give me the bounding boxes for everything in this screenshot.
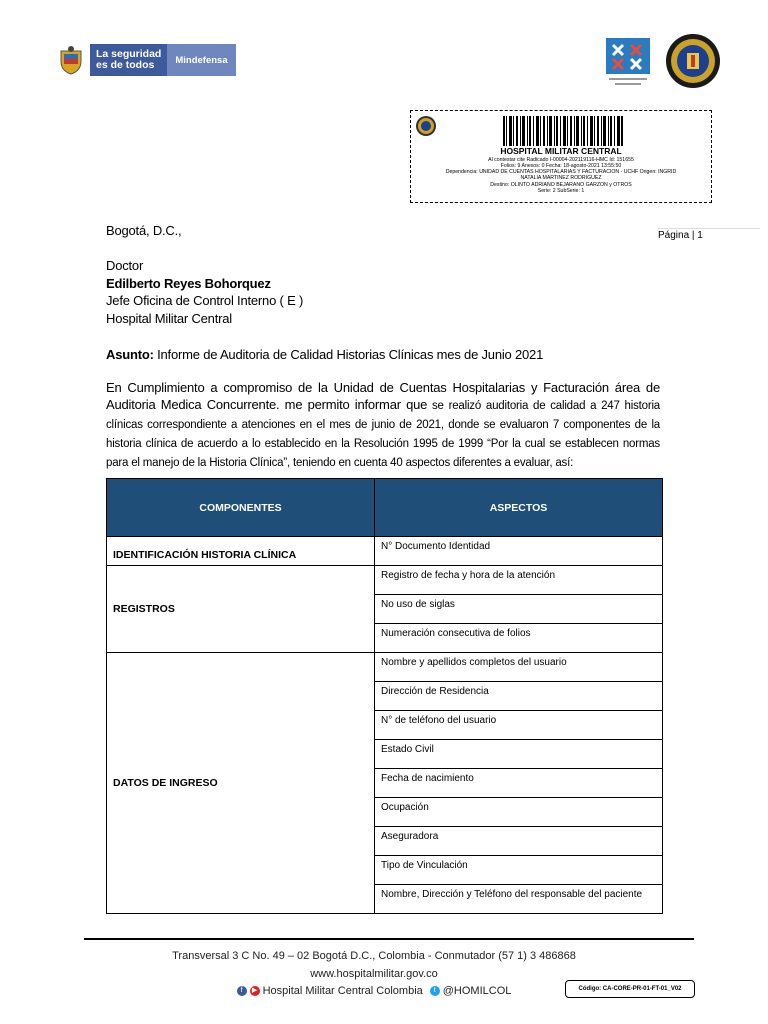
component-cell: DATOS DE INGRESO: [107, 653, 375, 914]
stamp-line: Dependencia: UNIDAD DE CUENTAS HOSPITALARIAS Y FACTURACION - UCHF Origen: INGRID: [445, 169, 677, 175]
hmc-seal-small-icon: [415, 115, 437, 137]
aspect-cell: Nombre y apellidos completos del usuario: [375, 653, 663, 682]
salutation: Doctor: [106, 258, 144, 273]
uhcf-logo-icon: [605, 37, 651, 89]
recipient-role: Jefe Oficina de Control Interno ( E ): [106, 293, 304, 308]
aspect-cell: Aseguradora: [375, 827, 663, 856]
table-row: [107, 566, 663, 595]
subject-text: Informe de Auditoria de Calidad Historias Clínicas mes de Junio 2021: [153, 347, 544, 362]
header-aspectos: ASPECTOS: [375, 479, 663, 537]
aspect-cell: N° de teléfono del usuario: [375, 711, 663, 740]
stamp-line: Al contestar cite Radicado I-00004-202119116-HMC Id: 151655: [488, 157, 634, 163]
table-header-row: [107, 479, 663, 537]
footer-address: Transversal 3 C No. 49 – 02 Bogotá D.C., Colombia - Conmutador (57 1) 3 486868: [172, 950, 576, 962]
youtube-icon[interactable]: ▶: [250, 986, 260, 996]
body-part-2: se realizó auditoria de calidad a 247 historia clínicas correspondiente a atenciones en el mes de junio de 2021, donde se evaluaron 7 componentes de la historia clínica de acuerdo a lo establecido en la Resolución 1995 de 1999 “Por la cual se establecen normas para el manejo de la Historia Clínica”, teniendo en cuenta 40 aspectos diferentes a evaluar, así:: [106, 400, 660, 469]
recipient-org: Hospital Militar Central: [106, 311, 232, 326]
radicado-stamp: [410, 110, 712, 203]
aspect-cell: N° Documento Identidad: [375, 537, 663, 566]
table-row: [107, 653, 663, 682]
components-table: [106, 478, 663, 914]
subject-label: Asunto:: [106, 347, 154, 362]
stamp-title: HOSPITAL MILITAR CENTRAL: [500, 146, 622, 156]
aspect-cell: Nombre, Dirección y Teléfono del responsable del paciente: [375, 885, 663, 914]
component-cell: IDENTIFICACIÓN HISTORIA CLÍNICA: [107, 537, 375, 566]
document-code: Código: CA-CORE-PR-01-FT-01_V02: [565, 980, 695, 998]
aspect-cell: Ocupación: [375, 798, 663, 827]
body-part-1: En Cumplimiento a compromiso de la Unidad de Cuentas Hospitalarias y Facturación área de Auditoria Medica Concurrente. me permito informar que: [106, 380, 660, 412]
social-name: Hospital Militar Central Colombia: [262, 985, 423, 997]
stamp-line: Folios: 9 Anexos: 0 Fecha: 18-agosto-2021 13:55:50: [500, 163, 622, 169]
gov-slogan: La seguridad es de todos: [90, 44, 167, 76]
aspect-cell: Fecha de nacimiento: [375, 769, 663, 798]
recipient-name: Edilberto Reyes Bohorquez: [106, 276, 271, 291]
twitter-handle[interactable]: @HOMILCOL: [442, 985, 512, 997]
stamp-line: Destino: OLINTO ADRIANO BEJARANO GARZON y OTROS: [490, 182, 632, 188]
ministry-label: Mindefensa: [167, 44, 235, 76]
stamp-line: NATALIA MARTINEZ RODRIGUEZ: [520, 175, 602, 181]
city-date: Bogotá, D.C.,: [106, 223, 182, 238]
header-componentes: COMPONENTES: [107, 479, 375, 537]
twitter-icon[interactable]: t: [430, 986, 440, 996]
footer-divider: [84, 938, 694, 940]
hospital-militar-seal-icon: [665, 33, 721, 89]
aspect-cell: Dirección de Residencia: [375, 682, 663, 711]
table-row: [107, 537, 663, 566]
footer-website[interactable]: www.hospitalmilitar.gov.co: [310, 968, 438, 980]
colombia-coat-of-arms-icon: [58, 45, 84, 75]
government-logo: [58, 44, 236, 76]
page-number: Página | 1: [658, 228, 760, 241]
barcode: [503, 116, 623, 146]
component-cell: REGISTROS: [107, 566, 375, 653]
aspect-cell: Numeración consecutiva de folios: [375, 624, 663, 653]
body-paragraph: [106, 379, 660, 472]
aspect-cell: No uso de siglas: [375, 595, 663, 624]
subject-line: [106, 346, 543, 363]
stamp-line: Serie: 2 SubSerie: 1: [537, 188, 585, 194]
aspect-cell: Registro de fecha y hora de la atención: [375, 566, 663, 595]
aspect-cell: Estado Civil: [375, 740, 663, 769]
facebook-icon[interactable]: f: [237, 986, 247, 996]
aspect-cell: Tipo de Vinculación: [375, 856, 663, 885]
